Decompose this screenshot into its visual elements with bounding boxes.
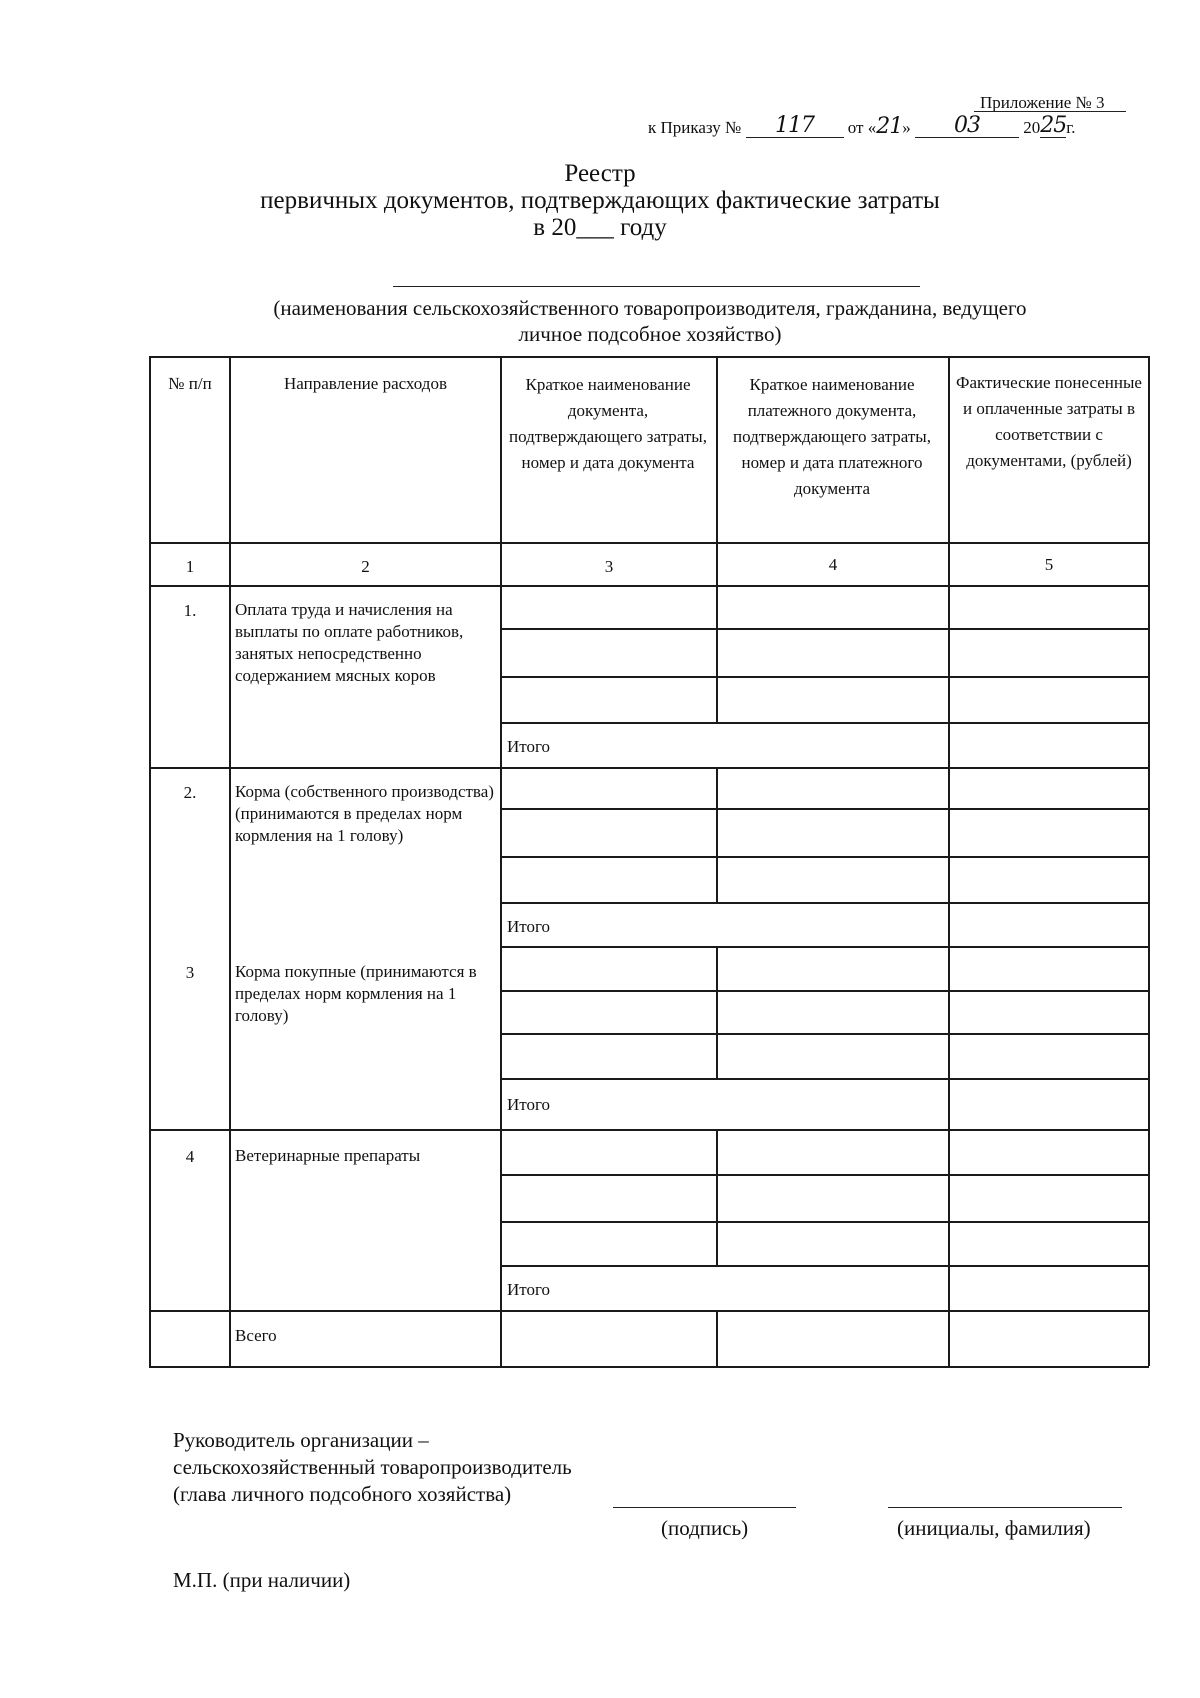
order-number-field: 117 (746, 117, 844, 138)
row-4-number: 4 (185, 1147, 195, 1166)
producer-name-line (393, 286, 920, 287)
signature-title-3: (глава личного подсобного хозяйства) (173, 1482, 512, 1506)
name-caption: (инициалы, фамилия) (897, 1516, 1091, 1540)
signature-title-2: сельскохозяйственный товаропроизводитель (173, 1455, 572, 1479)
header-direction: Направление расходов (284, 374, 447, 393)
row-4-subtotal-label: Итого (507, 1280, 551, 1299)
appendix-label: Приложение № 3 (980, 93, 1104, 113)
year-prefix: 20 (1023, 118, 1041, 137)
row-2-subtotal-label: Итого (507, 917, 551, 936)
stamp-note: М.П. (при наличии) (173, 1568, 351, 1592)
row-2-direction: Корма (собственного производства) (принимаются в пределах норм кормления на 1 голову) (235, 782, 494, 845)
column-number-4: 4 (828, 555, 838, 574)
row-1-direction: Оплата труда и начисления на выплаты по оплате работников, занятых непосредственно содержанием мясных коров (235, 600, 464, 685)
header-payment-document: Краткое наименование платежного документа, подтверждающего затраты, номер и дата платежного документа (733, 375, 931, 498)
date-day: 21 (876, 114, 903, 139)
row-1-number: 1. (183, 601, 197, 620)
header-actual-costs: Фактические понесенные и оплаченные затраты в соответствии с документами, (рублей) (956, 373, 1142, 470)
signature-title-1: Руководитель организации – (173, 1428, 429, 1452)
row-3-number: 3 (185, 963, 195, 982)
name-line (888, 1507, 1122, 1508)
signature-caption: (подпись) (661, 1516, 749, 1540)
date-prefix: от « (847, 118, 877, 137)
signature-line (613, 1507, 796, 1508)
document-title: Реестр (564, 160, 636, 187)
header-document: Краткое наименование документа, подтверждающего затраты, номер и дата документа (509, 375, 707, 472)
document-subtitle: первичных документов, подтверждающих фактические затраты (260, 187, 940, 214)
document-year-line: в 20___ году (533, 214, 667, 241)
grand-total-label: Всего (235, 1326, 277, 1345)
order-reference: к Приказу № 117 от «21» 03 2025г. (648, 113, 1076, 139)
column-number-5: 5 (1044, 555, 1054, 574)
row-1-subtotal-label: Итого (507, 737, 551, 756)
column-number-1: 1 (185, 557, 195, 576)
row-3-direction: Корма покупные (принимаются в пределах норм кормления на 1 голову) (235, 962, 477, 1025)
year-field: 25 (1040, 113, 1067, 138)
column-number-2: 2 (361, 557, 370, 576)
order-prefix: к Приказу № (648, 118, 742, 137)
date-month-field: 03 (915, 117, 1019, 138)
column-number-3: 3 (604, 557, 614, 576)
row-2-number: 2. (183, 783, 197, 802)
header-number: № п/п (168, 374, 212, 393)
producer-caption-1: (наименования сельскохозяйственного товаропроизводителя, гражданина, ведущего (273, 296, 1027, 320)
row-4-direction: Ветеринарные препараты (235, 1146, 421, 1165)
producer-caption-2: личное подсобное хозяйство) (518, 322, 782, 346)
row-3-subtotal-label: Итого (507, 1095, 551, 1114)
